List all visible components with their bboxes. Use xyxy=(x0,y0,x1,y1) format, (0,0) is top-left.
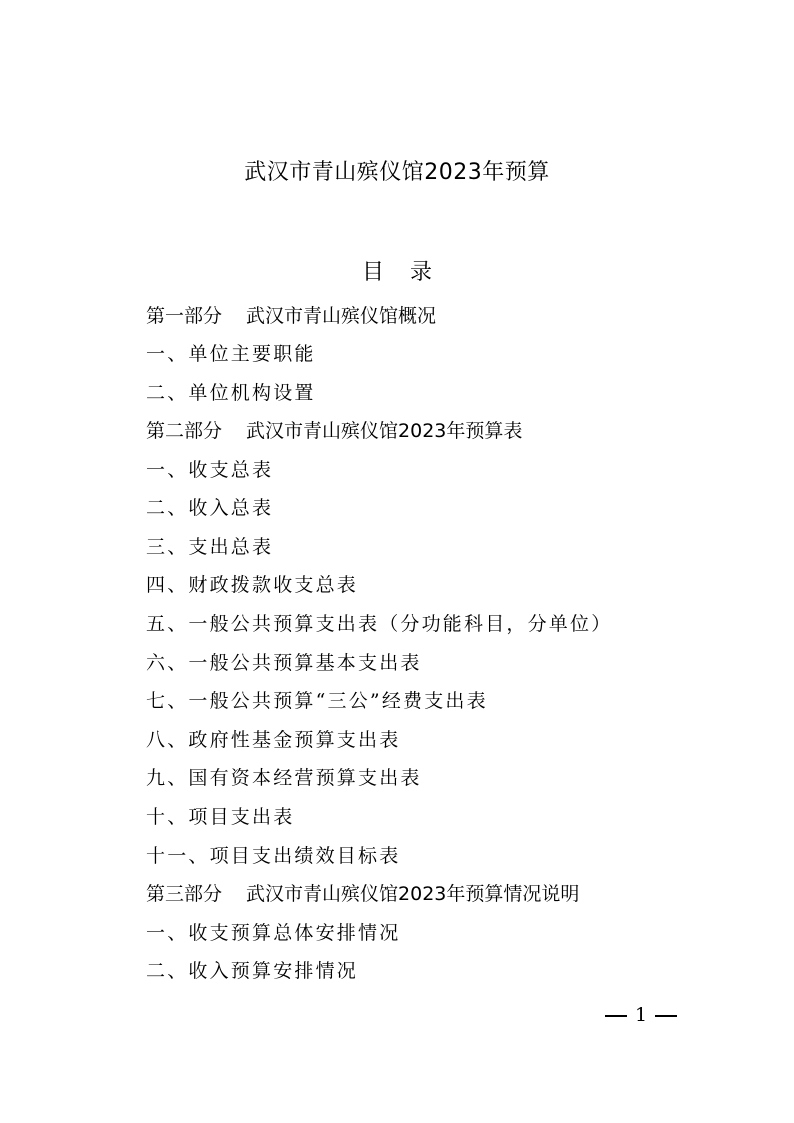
toc-part-2-label: 第二部分 xyxy=(146,420,223,442)
document-title: 武汉市青山殡仪馆2023年预算 xyxy=(244,160,550,185)
toc-part-2 xyxy=(146,418,522,444)
toc-item: 一、单位主要职能 xyxy=(146,343,316,365)
toc-part-2-title: 武汉市青山殡仪馆2023年预算表 xyxy=(246,420,523,442)
toc-item: 二、单位机构设置 xyxy=(146,382,316,404)
toc-item: 八、政府性基金预算支出表 xyxy=(146,729,401,751)
toc-heading-char-1: 目 xyxy=(361,260,384,285)
toc-item: 四、财政拨款收支总表 xyxy=(146,574,359,596)
toc-part-1 xyxy=(146,303,436,329)
toc-item: 二、收入总表 xyxy=(146,497,274,519)
page-number-value: 1 xyxy=(635,1004,648,1026)
toc-item: 六、一般公共预算基本支出表 xyxy=(146,652,422,674)
toc-part-1-title: 武汉市青山殡仪馆概况 xyxy=(246,305,437,327)
page-number xyxy=(605,1002,677,1028)
toc-item: 十一、项目支出绩效目标表 xyxy=(146,845,401,867)
toc-item: 一、收支总表 xyxy=(146,459,274,481)
toc-part-3-label: 第三部分 xyxy=(146,883,223,905)
toc-item: 九、国有资本经营预算支出表 xyxy=(146,767,422,789)
toc-item: 七、一般公共预算“三公”经费支出表 xyxy=(146,690,488,712)
toc-part-1-label: 第一部分 xyxy=(146,305,223,327)
toc-item: 十、项目支出表 xyxy=(146,806,295,828)
toc-item: 五、一般公共预算支出表（分功能科目，分单位） xyxy=(146,613,613,635)
page-number-dash-right xyxy=(655,1015,677,1017)
toc-item: 三、支出总表 xyxy=(146,536,274,558)
toc-item: 二、收入预算安排情况 xyxy=(146,960,359,982)
toc-item: 一、收支预算总体安排情况 xyxy=(146,922,401,944)
toc-heading-char-2: 录 xyxy=(410,260,433,285)
toc-heading xyxy=(0,258,794,288)
toc-part-3 xyxy=(146,881,579,907)
toc-part-3-title: 武汉市青山殡仪馆2023年预算情况说明 xyxy=(246,883,580,905)
page-number-dash-left xyxy=(605,1015,627,1017)
